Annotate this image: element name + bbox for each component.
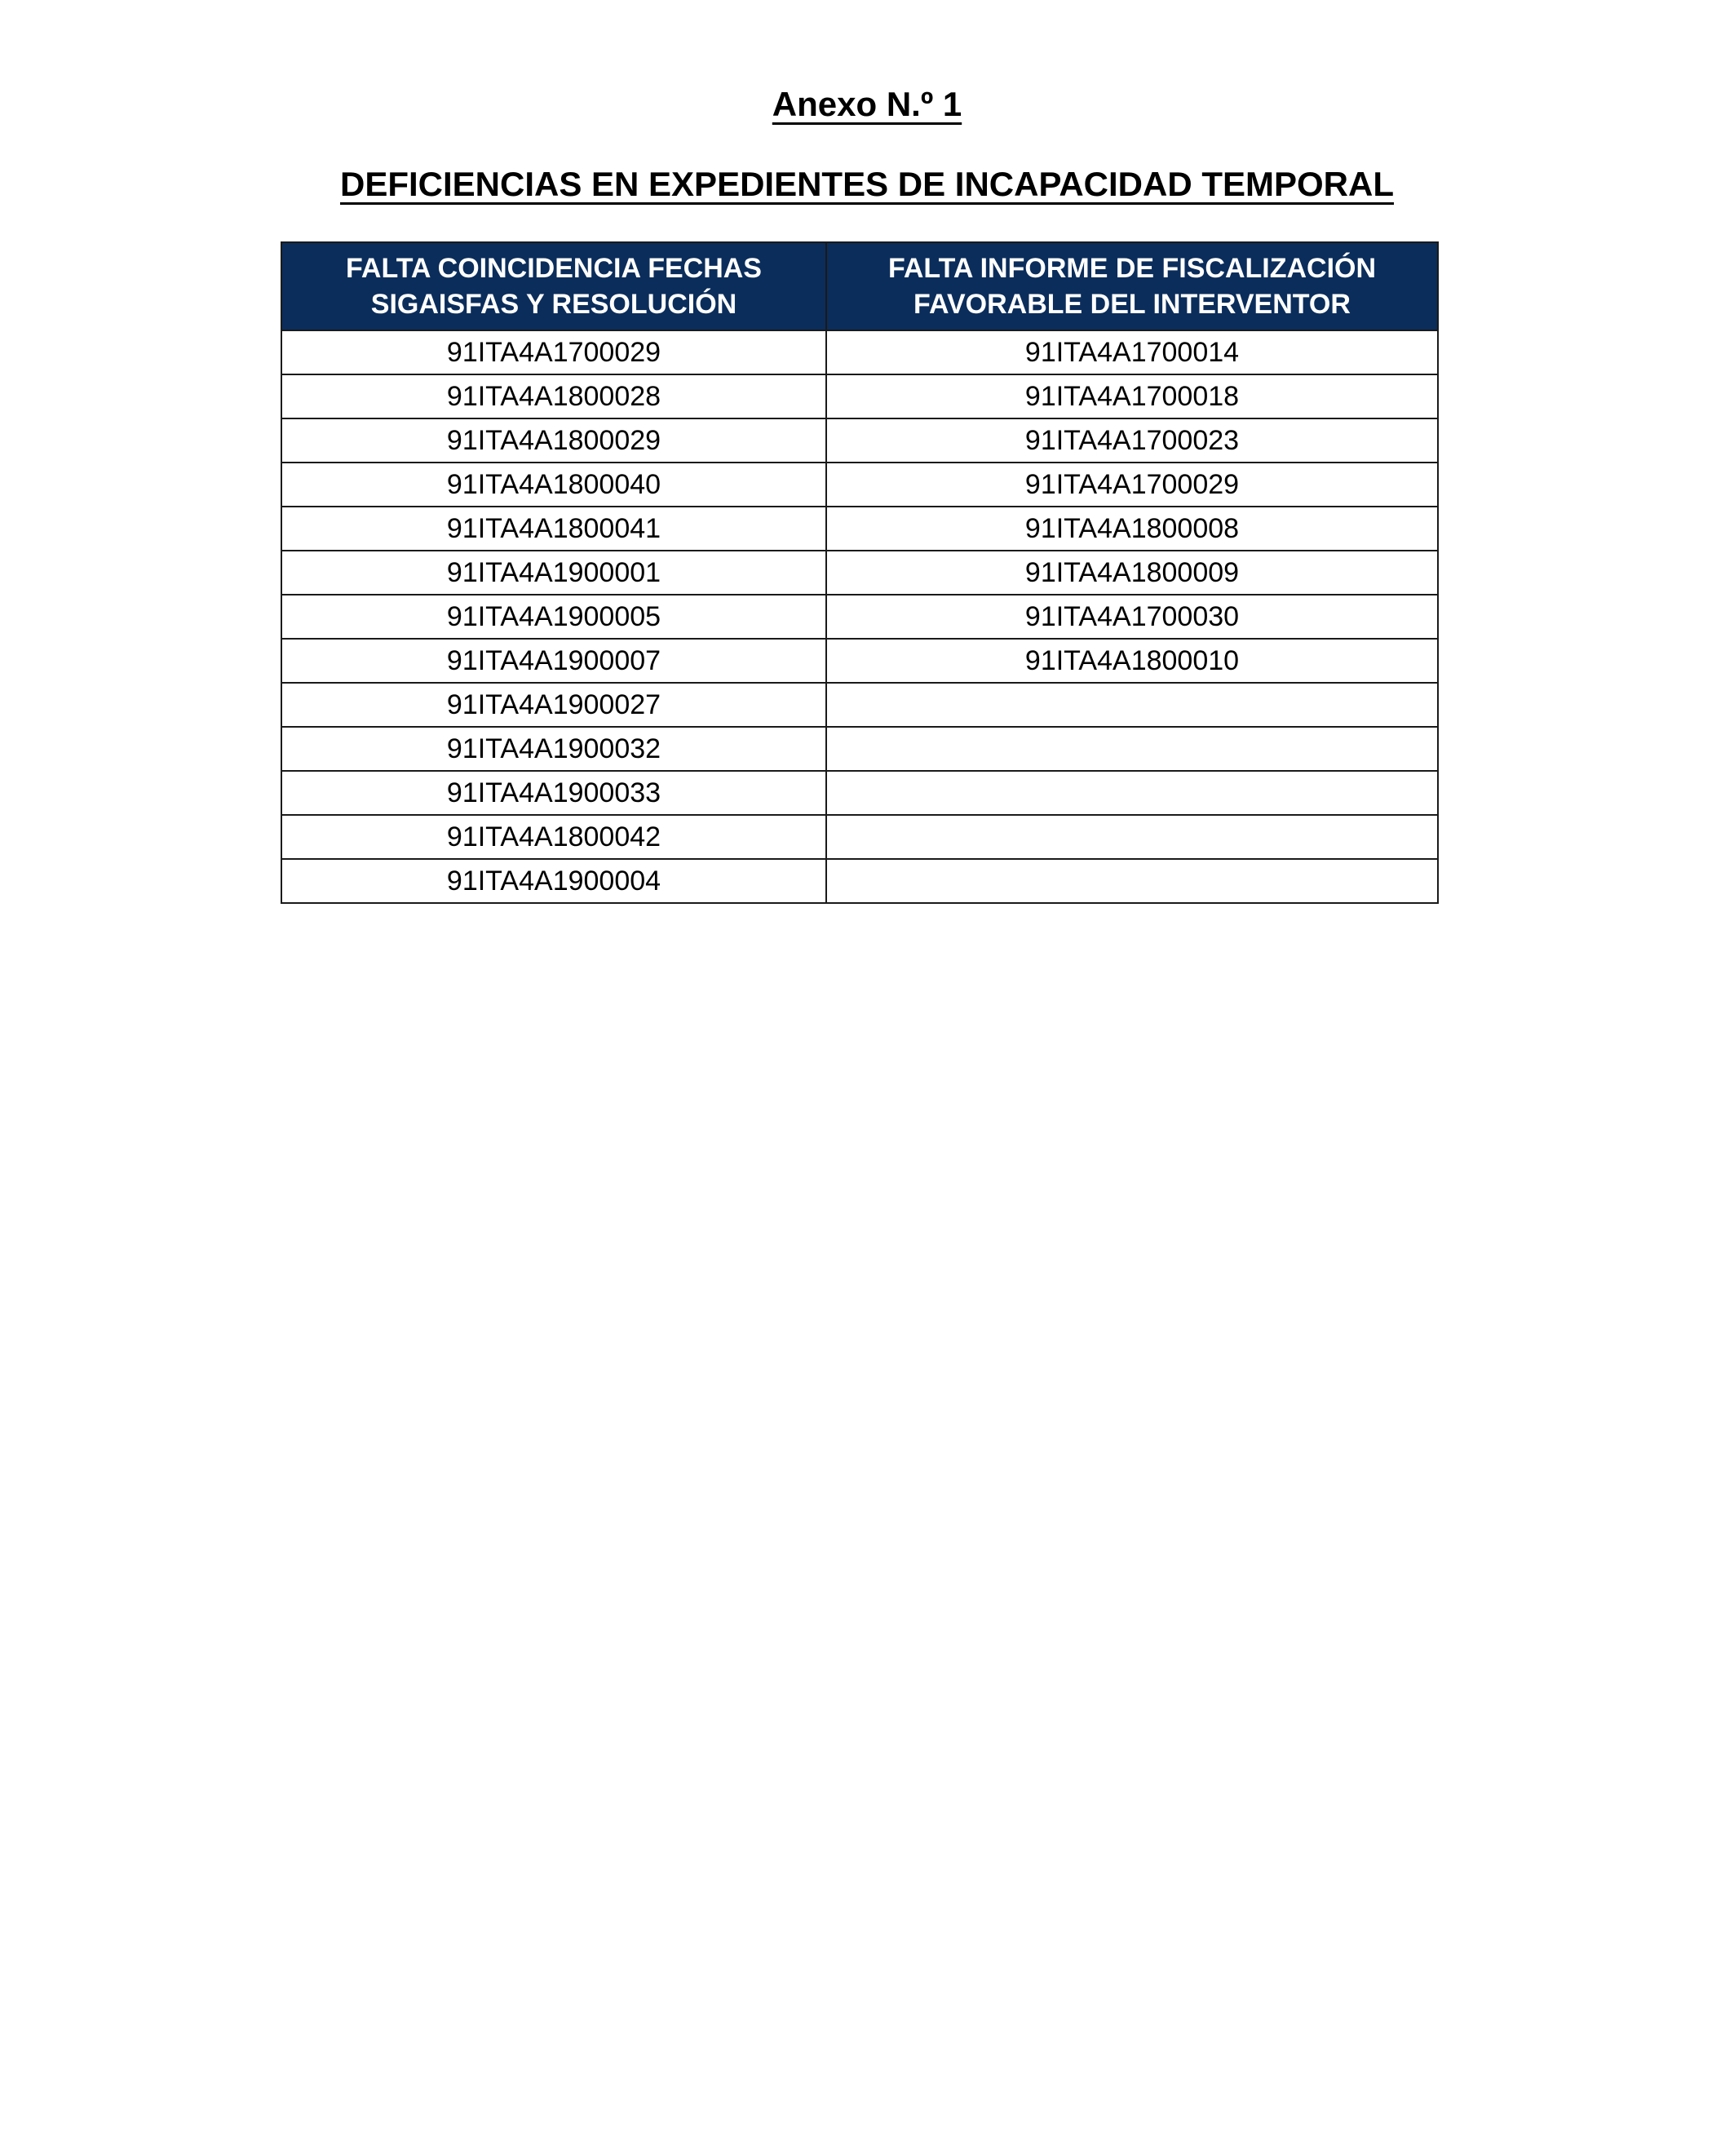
deficiencies-table-container	[281, 241, 1437, 904]
table-cell: 91ITA4A1800042	[281, 815, 826, 859]
table-cell: 91ITA4A1900032	[281, 727, 826, 771]
table-cell: 91ITA4A1800029	[281, 418, 826, 463]
page-subtitle	[0, 160, 1734, 209]
table-body	[281, 330, 1438, 903]
column-header-line: SIGAISFAS Y RESOLUCIÓN	[370, 289, 737, 320]
table-row	[281, 683, 1438, 727]
table-cell: 91ITA4A1900007	[281, 639, 826, 683]
table-cell-empty	[826, 771, 1438, 815]
page-title-text: Anexo N.º 1	[772, 85, 962, 123]
table-row	[281, 551, 1438, 595]
table-row	[281, 727, 1438, 771]
table-cell: 91ITA4A1800040	[281, 463, 826, 507]
table-cell: 91ITA4A1800010	[826, 639, 1438, 683]
table-cell: 91ITA4A1900033	[281, 771, 826, 815]
table-cell: 91ITA4A1900004	[281, 859, 826, 903]
table-row	[281, 374, 1438, 418]
table-cell: 91ITA4A1800028	[281, 374, 826, 418]
column-header-line: FALTA COINCIDENCIA FECHAS	[346, 253, 762, 284]
table-cell: 91ITA4A1900005	[281, 595, 826, 639]
column-header-line: FAVORABLE DEL INTERVENTOR	[913, 289, 1351, 320]
table-cell: 91ITA4A1900027	[281, 683, 826, 727]
table-row	[281, 507, 1438, 551]
column-header-fechas	[281, 242, 826, 330]
table-row	[281, 463, 1438, 507]
table-cell: 91ITA4A1700018	[826, 374, 1438, 418]
table-cell-empty	[826, 727, 1438, 771]
table-cell: 91ITA4A1700023	[826, 418, 1438, 463]
page-subtitle-text: DEFICIENCIAS EN EXPEDIENTES DE INCAPACIDAD TEMPORAL	[339, 165, 1394, 203]
table-cell-empty	[826, 683, 1438, 727]
table-row	[281, 595, 1438, 639]
table-header	[281, 242, 1438, 330]
table-cell: 91ITA4A1800008	[826, 507, 1438, 551]
table-cell-empty	[826, 815, 1438, 859]
deficiencies-table	[281, 241, 1439, 904]
table-row	[281, 639, 1438, 683]
column-header-line: FALTA INFORME DE FISCALIZACIÓN	[887, 253, 1377, 284]
table-row	[281, 330, 1438, 374]
table-row	[281, 859, 1438, 903]
column-header-informe	[826, 242, 1438, 330]
table-cell: 91ITA4A1700029	[826, 463, 1438, 507]
table-cell: 91ITA4A1700029	[281, 330, 826, 374]
table-cell: 91ITA4A1700030	[826, 595, 1438, 639]
table-row	[281, 418, 1438, 463]
table-row	[281, 815, 1438, 859]
table-row	[281, 771, 1438, 815]
table-cell: 91ITA4A1700014	[826, 330, 1438, 374]
table-cell: 91ITA4A1800009	[826, 551, 1438, 595]
table-cell-empty	[826, 859, 1438, 903]
table-header-row	[281, 242, 1438, 330]
table-cell: 91ITA4A1800041	[281, 507, 826, 551]
table-cell: 91ITA4A1900001	[281, 551, 826, 595]
page-title	[0, 80, 1734, 129]
